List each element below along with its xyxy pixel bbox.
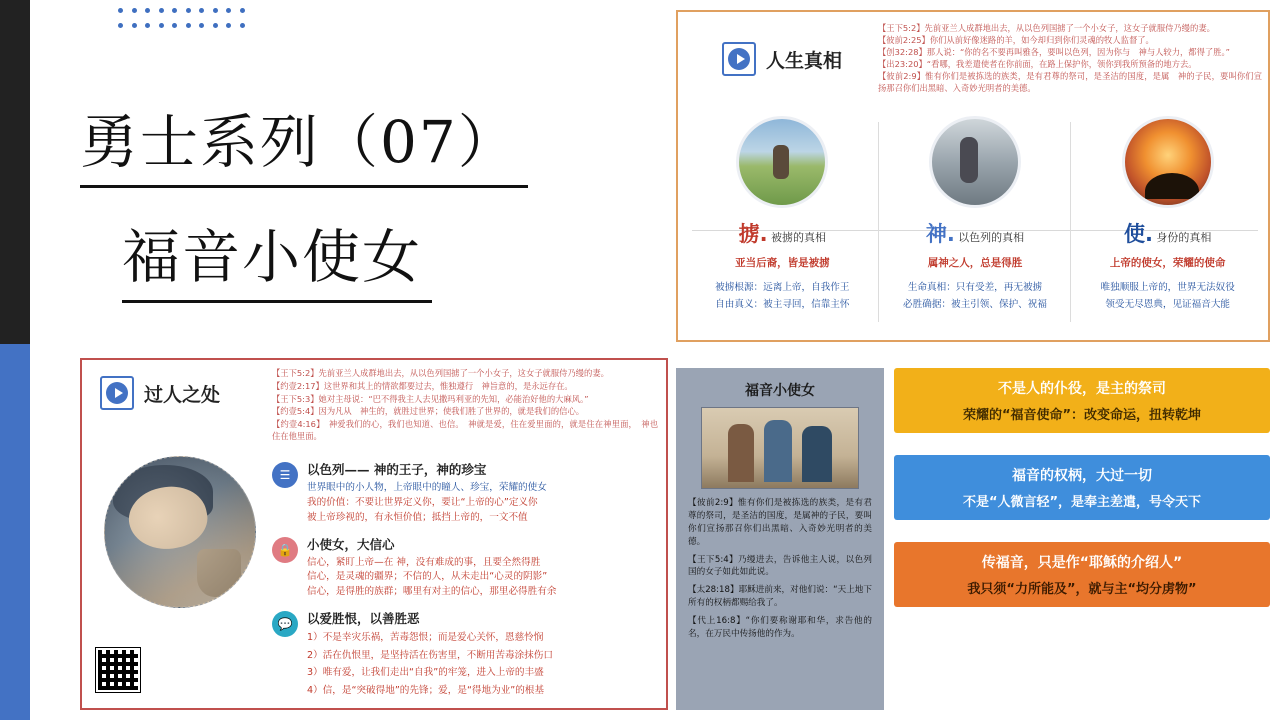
verse: 【王下5:2】先前亚兰人成群地出去，从以色列国掳了一个小女子，这女子就服侍乃缦的妻。 bbox=[878, 23, 1215, 33]
section-line: 被上帝珍视的，有永恒价值；抵挡上帝的，一文不值 bbox=[307, 511, 528, 523]
card-line-1: 传福音，只是作“耶稣的介绍人” bbox=[981, 555, 1183, 571]
verse: 【出23:20】“看哪，我差遣使者在你前面，在路上保护你，领你到我所预备的地方去。 bbox=[878, 59, 1197, 70]
truth-subtitle: 被掳的真相 bbox=[771, 231, 826, 244]
verse: 【约壹2:17】这世界和其上的情欲都要过去，惟独遵行 神旨意的，是永远存在。 bbox=[272, 380, 573, 391]
truth-char: 使. bbox=[1124, 222, 1153, 246]
panel-life-truth-title: 人生真相 bbox=[766, 49, 843, 72]
verse: 【王下5:4】乃缦进去，告诉他主人说，以色列国的女子如此如此说。 bbox=[688, 554, 872, 578]
sunrise-photo bbox=[1122, 116, 1214, 208]
panel-gospel-maid bbox=[676, 368, 884, 710]
section-israel bbox=[272, 460, 662, 526]
verse: 【创32:28】那人说：“你的名不要再叫雅各，要叫以色列，因为你与 神与人较力，都得了胜。” bbox=[878, 47, 1230, 58]
list-item: 4）信，是“突破得地”的先锋；爱，是“得地为业”的根基 bbox=[307, 684, 545, 696]
title-line-2: 福音小使女 bbox=[122, 210, 432, 303]
panel-strengths-header bbox=[100, 376, 220, 410]
panel-life-truth bbox=[676, 10, 1270, 342]
section-list bbox=[307, 630, 662, 699]
chat-icon: 💬 bbox=[272, 611, 298, 637]
panel-mission-cards bbox=[894, 368, 1270, 710]
section-faith bbox=[272, 535, 662, 601]
section-line: 信心，紧盯上帝—在 神，没有难成的事，且要全然得胜 bbox=[307, 556, 541, 568]
panel-gospel-maid-verses bbox=[684, 497, 876, 641]
truth-highlight: 上帝的使女，荣耀的使命 bbox=[1109, 257, 1226, 269]
decor-black-bar bbox=[0, 0, 30, 344]
verse: 【彼前2:25】你们从前好像迷路的羊，如今却归到你们灵魂的牧人监督了。 bbox=[878, 35, 1154, 46]
verse: 【太28:18】耶稣进前来，对他们说：“天上地下所有的权柄都赐给我了。 bbox=[688, 585, 872, 609]
card-line-2: 不是“人微言轻”，是奉主差遣，号令天下 bbox=[962, 495, 1202, 510]
truth-column-god bbox=[879, 116, 1072, 314]
truth-column-mission bbox=[1071, 116, 1264, 314]
section-heading: 小使女，大信心 bbox=[307, 536, 395, 552]
truth-detail: 自由真义：被主寻回，信靠主怀 bbox=[715, 298, 850, 310]
truth-char: 掳. bbox=[738, 222, 768, 246]
verse: 【彼前2:9】惟有你们是被拣选的族类，是有君尊的祭司，是圣洁的国度，是属 神的子民，要叫你们宣扬那召你们出黑暗、入奇妙光明者的美德。 bbox=[878, 71, 1262, 94]
lock-icon: 🔒 bbox=[272, 537, 298, 563]
section-line: 信心，是灵魂的疆界；不信的人，从未走出“心灵的阴影” bbox=[307, 571, 548, 583]
list-item: 2）活在仇恨里，是坚持活在伤害里，不断用苦毒涂抹伤口 bbox=[307, 649, 553, 661]
truth-detail: 必胜确据：被主引领、保护、祝福 bbox=[903, 298, 1047, 310]
section-heading: 以色列—— 神的王子，神的珍宝 bbox=[307, 462, 487, 477]
truth-detail: 被掳根源：远离上帝，自我作王 bbox=[715, 282, 850, 293]
title-line-1: 勇士系列（07） bbox=[80, 95, 528, 188]
qr-code[interactable] bbox=[96, 648, 140, 692]
walking-photo bbox=[929, 116, 1021, 208]
verse: 【代上16:8】“你们要称谢耶和华，求告他的名，在万民中传扬他的作为。 bbox=[688, 616, 872, 640]
truth-char: 神. bbox=[925, 222, 955, 246]
layers-icon: ☰ bbox=[272, 462, 298, 488]
verse: 【王下5:3】她对主母说：“巴不得我主人去见撒玛利亚的先知，必能治好他的大麻风。” bbox=[272, 393, 589, 404]
panel-strengths-sections bbox=[272, 460, 662, 709]
list-item: 1）不是幸灾乐祸，苦毒怨恨；而是爱心关怀，恩慈怜悯 bbox=[307, 632, 544, 644]
card-priest[interactable] bbox=[894, 368, 1270, 433]
card-line-1: 福音的权柄，大过一切 bbox=[1012, 468, 1152, 484]
section-line: 信心，是得胜的族群；哪里有对主的信心，那里必得胜有余 bbox=[307, 586, 557, 598]
panel-life-truth-header bbox=[722, 42, 842, 76]
play-icon[interactable] bbox=[100, 376, 134, 410]
card-line-2: 我只须“力所能及”，就与主“均分虏物” bbox=[967, 582, 1197, 597]
card-line-2: 荣耀的“福音使命”：改变命运，扭转乾坤 bbox=[962, 408, 1202, 423]
card-line-1: 不是人的仆役，是主的祭司 bbox=[998, 381, 1166, 397]
truth-highlight: 亚当后裔，皆是被掳 bbox=[735, 257, 830, 269]
section-line: 我的价值：不要让世界定义你，要让“上帝的心”定义你 bbox=[307, 496, 538, 508]
verse: 【约壹5:4】因为凡从 神生的，就胜过世界；使我们胜了世界的，就是我们的信心。 bbox=[272, 406, 585, 417]
decor-blue-bar bbox=[0, 344, 30, 720]
verse: 【约壹4:16】 神爱我们的心，我们也知道、也信。 神就是爱，住在爱里面的，就是住在神里面， 神也住在他里面。 bbox=[272, 419, 658, 441]
panel-strengths-verses bbox=[272, 368, 658, 444]
verse: 【王下5:2】先前亚兰人成群地出去，从以色列国掳了一个小女子，这女子就服侍乃缦的妻。 bbox=[272, 368, 609, 378]
truth-subtitle: 以色列的真相 bbox=[958, 231, 1025, 244]
truth-highlight: 属神之人，总是得胜 bbox=[927, 257, 1023, 269]
verse: 【彼前2:9】惟有你们是被拣选的族类，是有君尊的祭司，是圣洁的国度，是属神的子民，要叫你们宣扬那召你们出黑暗、入奇妙光明者的美德。 bbox=[688, 498, 872, 547]
panel-gospel-maid-title: 福音小使女 bbox=[745, 383, 815, 399]
page-title bbox=[80, 95, 640, 303]
card-introducer[interactable] bbox=[894, 542, 1270, 607]
section-heading: 以爱胜恨，以善胜恶 bbox=[307, 611, 420, 627]
card-authority[interactable] bbox=[894, 455, 1270, 520]
servant-girl-photo bbox=[701, 407, 859, 489]
truth-columns bbox=[686, 116, 1264, 314]
shepherd-photo bbox=[736, 116, 828, 208]
list-item: 3）唯有爱，让我们走出“自我”的牢笼，进入上帝的丰盛 bbox=[307, 667, 544, 679]
truth-detail: 生命真相：只有受差，再无被掳 bbox=[907, 282, 1043, 293]
panel-strengths bbox=[80, 358, 668, 710]
dot-grid-decoration bbox=[118, 8, 260, 40]
section-love bbox=[272, 609, 662, 700]
truth-detail: 领受无尽恩典，见证福音大能 bbox=[1105, 298, 1231, 310]
panel-strengths-title: 过人之处 bbox=[144, 383, 221, 406]
panel-life-truth-verses bbox=[878, 22, 1262, 94]
servant-illustration bbox=[104, 456, 256, 608]
play-icon[interactable] bbox=[722, 42, 756, 76]
truth-detail: 唯独顺服上帝的，世界无法奴役 bbox=[1100, 282, 1235, 293]
truth-column-captivity bbox=[686, 116, 879, 314]
section-line: 世界眼中的小人物，上帝眼中的瞳人、珍宝，荣耀的使女 bbox=[307, 482, 547, 493]
truth-subtitle: 身份的真相 bbox=[1156, 231, 1212, 244]
